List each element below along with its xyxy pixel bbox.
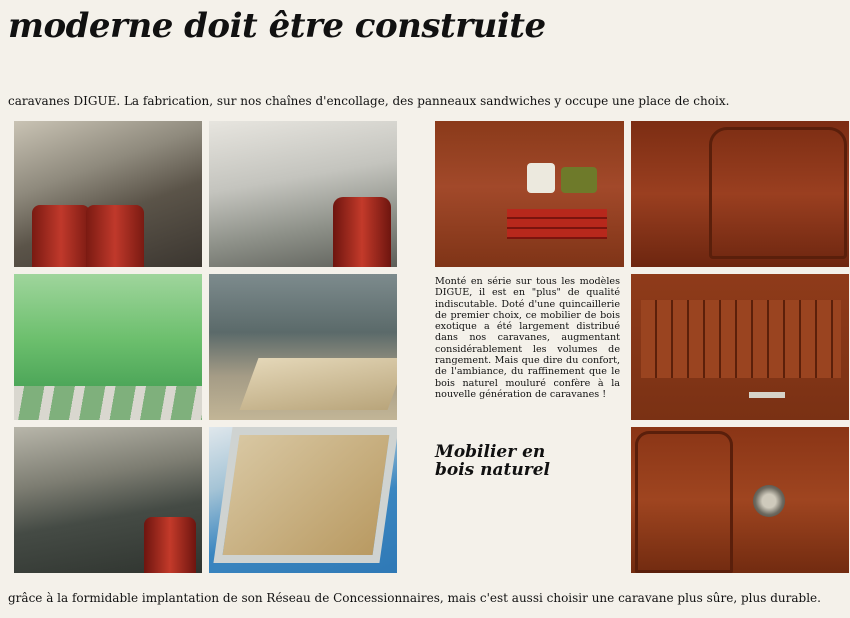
photo-slatted-cabinet [631, 274, 849, 420]
footer-text: grâce à la formidable implantation de son Réseau de Concessionnaires, mais c'est aussi choisir une caravane plus sûre, plus durable. [8, 591, 821, 605]
page-headline: moderne doit être construite [8, 6, 546, 46]
drum-shape [86, 205, 144, 267]
photo-panel-edge [209, 427, 397, 573]
photo-cabinet-knob [631, 427, 849, 573]
furniture-description: Monté en série sur tous les modèles DIGUE, il est en "plus" de qualité indiscutable. Doté d'une quincaillerie de premier choix, ce mobilier de bois exotique a été largement distribué dans nos caravanes, augmentant considérablement les volumes de rangement. Mais que dire du confort, de l'ambiance, du raffinement que le bois naturel mouluré confère à la nouvelle génération de caravanes ! [435, 276, 620, 400]
photo-gluing-machine [209, 121, 397, 267]
photo-workers-press [209, 274, 397, 420]
books-shape [507, 209, 607, 239]
intro-text: caravanes DIGUE. La fabrication, sur nos chaînes d'encollage, des panneaux sandwiches y occupe une place de choix. [8, 94, 730, 108]
door-panel [709, 127, 847, 259]
photo-glue-drums [14, 121, 202, 267]
roller-bar [14, 386, 202, 420]
furniture-subhead: Mobilier en bois naturel [435, 442, 550, 480]
work-table [240, 358, 397, 410]
jar-shape [561, 167, 597, 193]
sandwich-panel [213, 427, 397, 563]
photo-panel-line [14, 427, 202, 573]
slats [641, 300, 841, 378]
photo-green-frame [14, 274, 202, 420]
handle [749, 392, 785, 398]
drum-shape [144, 517, 196, 573]
drum-shape [32, 205, 90, 267]
door-panel [635, 431, 733, 573]
drum-shape [333, 197, 391, 267]
jar-shape [527, 163, 555, 193]
photo-cabinet-shelf [435, 121, 624, 267]
photo-cabinet-door [631, 121, 849, 267]
knob [753, 485, 785, 517]
